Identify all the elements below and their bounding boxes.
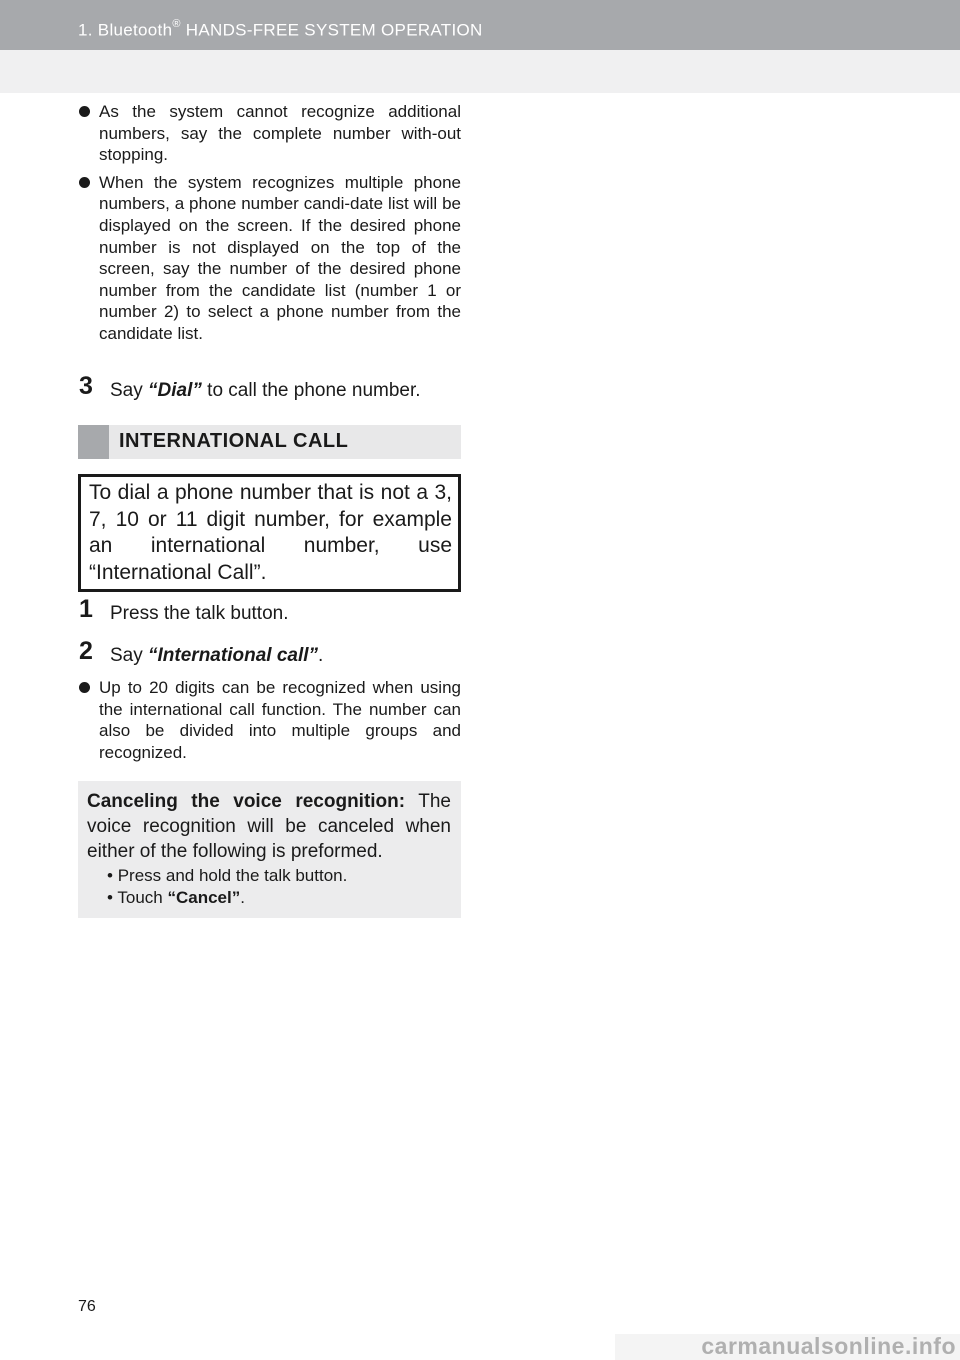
- bullet-item: When the system recognizes multiple phone numbers, a phone number candi-date list will be displayed on the screen. If the desired phone number is not displayed on the top of the screen, say the number of the desired phone number from the candidate list (number 1 or number 2) to select a phone number from the candidate list.: [78, 172, 461, 345]
- bullet-item: Up to 20 digits can be recognized when using the international call function. The number can also be divided into multiple groups and recognized.: [78, 677, 461, 763]
- bullet-item: As the system cannot recognize additional numbers, say the complete number with-out stopping.: [78, 101, 461, 166]
- note-list: [107, 865, 347, 908]
- note-item: • Press and hold the talk button.: [107, 865, 347, 887]
- page-number: 76: [78, 1298, 96, 1315]
- step-1: 1 Press the talk button.: [79, 595, 289, 624]
- heading-tab: [78, 425, 109, 459]
- step-number: 3: [79, 372, 93, 400]
- note-item: • Touch “Cancel”.: [107, 887, 347, 909]
- subheader-bar: [0, 50, 960, 93]
- watermark: carmanualsonline.info: [615, 1334, 960, 1360]
- note-box: [78, 781, 461, 918]
- intro-box: [78, 474, 461, 592]
- section-heading: [78, 425, 461, 459]
- step-number: 2: [79, 637, 93, 665]
- step-3: 3 Say “Dial” to call the phone number.: [79, 372, 421, 401]
- note-text: Canceling the voice recognition: The voice recognition will be canceled when either of the following is preformed.: [87, 791, 451, 862]
- intro-text: To dial a phone number that is not a 3, 7, 10 or 11 digit number, for example an international number, use “International Call”.: [89, 481, 452, 584]
- step-2: 2 Say “International call”.: [79, 637, 324, 666]
- bullet-list-top: [78, 101, 461, 345]
- heading-text: INTERNATIONAL CALL: [119, 430, 349, 452]
- section-title: 1. Bluetooth® HANDS-FREE SYSTEM OPERATION: [78, 18, 483, 40]
- bullet-list-intl: [78, 677, 461, 763]
- step-number: 1: [79, 595, 93, 623]
